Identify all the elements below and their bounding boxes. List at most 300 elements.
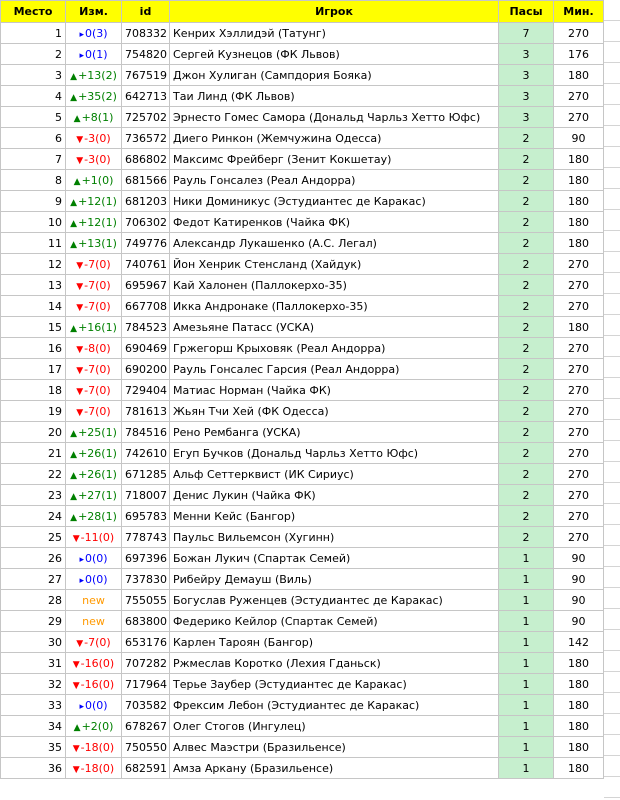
cell-passes[interactable]: 1: [499, 695, 554, 716]
cell-minutes[interactable]: 176: [554, 44, 604, 65]
cell-change[interactable]: [66, 422, 122, 443]
cell-passes[interactable]: 3: [499, 86, 554, 107]
empty-cell[interactable]: [604, 336, 620, 357]
table-row[interactable]: [1, 107, 604, 128]
cell-player[interactable]: Ники Доминикус (Эстудиантес де Каракас): [170, 191, 499, 212]
cell-place[interactable]: 5: [1, 107, 66, 128]
cell-id[interactable]: 678267: [122, 716, 170, 737]
cell-player[interactable]: Матиас Норман (Чайка ФК): [170, 380, 499, 401]
empty-cell[interactable]: [604, 756, 620, 777]
cell-place[interactable]: 2: [1, 44, 66, 65]
cell-minutes[interactable]: 142: [554, 632, 604, 653]
cell-change[interactable]: [66, 569, 122, 590]
table-row[interactable]: [1, 149, 604, 170]
cell-passes[interactable]: 7: [499, 23, 554, 44]
cell-passes[interactable]: 2: [499, 422, 554, 443]
table-row[interactable]: [1, 737, 604, 758]
cell-passes[interactable]: 1: [499, 632, 554, 653]
cell-place[interactable]: 23: [1, 485, 66, 506]
cell-passes[interactable]: 2: [499, 443, 554, 464]
empty-cell[interactable]: [604, 546, 620, 567]
cell-id[interactable]: 736572: [122, 128, 170, 149]
cell-id[interactable]: 671285: [122, 464, 170, 485]
header-change[interactable]: Изм.: [66, 1, 122, 23]
cell-minutes[interactable]: 270: [554, 485, 604, 506]
cell-change[interactable]: [66, 653, 122, 674]
empty-cell[interactable]: [604, 84, 620, 105]
cell-id[interactable]: 742610: [122, 443, 170, 464]
table-row[interactable]: [1, 254, 604, 275]
cell-passes[interactable]: 2: [499, 212, 554, 233]
cell-passes[interactable]: 1: [499, 590, 554, 611]
cell-change[interactable]: [66, 107, 122, 128]
cell-minutes[interactable]: 180: [554, 758, 604, 779]
table-row[interactable]: [1, 590, 604, 611]
cell-minutes[interactable]: 270: [554, 401, 604, 422]
empty-cell[interactable]: [604, 231, 620, 252]
cell-place[interactable]: 26: [1, 548, 66, 569]
cell-place[interactable]: 8: [1, 170, 66, 191]
cell-place[interactable]: 11: [1, 233, 66, 254]
cell-player[interactable]: Амезьяне Патасс (УСКА): [170, 317, 499, 338]
cell-change[interactable]: [66, 695, 122, 716]
cell-passes[interactable]: 1: [499, 548, 554, 569]
empty-cell[interactable]: [604, 609, 620, 630]
cell-minutes[interactable]: 180: [554, 212, 604, 233]
cell-place[interactable]: 6: [1, 128, 66, 149]
cell-id[interactable]: 642713: [122, 86, 170, 107]
empty-cell[interactable]: [604, 399, 620, 420]
empty-cell[interactable]: [604, 42, 620, 63]
cell-player[interactable]: Фрексим Лебон (Эстудиантес де Каракас): [170, 695, 499, 716]
cell-place[interactable]: 20: [1, 422, 66, 443]
table-row[interactable]: [1, 128, 604, 149]
table-row[interactable]: [1, 338, 604, 359]
cell-passes[interactable]: 1: [499, 674, 554, 695]
cell-id[interactable]: 729404: [122, 380, 170, 401]
cell-id[interactable]: 718007: [122, 485, 170, 506]
cell-minutes[interactable]: 270: [554, 86, 604, 107]
cell-player[interactable]: Терье Заубер (Эстудиантес де Каракас): [170, 674, 499, 695]
table-row[interactable]: [1, 422, 604, 443]
cell-minutes[interactable]: 270: [554, 107, 604, 128]
cell-change[interactable]: [66, 590, 122, 611]
cell-place[interactable]: 32: [1, 674, 66, 695]
cell-passes[interactable]: 2: [499, 149, 554, 170]
table-row[interactable]: [1, 674, 604, 695]
cell-place[interactable]: 28: [1, 590, 66, 611]
table-row[interactable]: [1, 170, 604, 191]
cell-passes[interactable]: 3: [499, 44, 554, 65]
table-row[interactable]: [1, 233, 604, 254]
cell-minutes[interactable]: 90: [554, 611, 604, 632]
table-row[interactable]: [1, 443, 604, 464]
cell-id[interactable]: 767519: [122, 65, 170, 86]
cell-id[interactable]: 681203: [122, 191, 170, 212]
table-row[interactable]: [1, 758, 604, 779]
cell-place[interactable]: 29: [1, 611, 66, 632]
empty-cell[interactable]: [604, 504, 620, 525]
header-passes[interactable]: Пасы: [499, 1, 554, 23]
empty-cell[interactable]: [604, 651, 620, 672]
cell-id[interactable]: 690469: [122, 338, 170, 359]
empty-cell[interactable]: [604, 525, 620, 546]
cell-change[interactable]: [66, 716, 122, 737]
cell-change[interactable]: [66, 737, 122, 758]
cell-change[interactable]: [66, 758, 122, 779]
cell-minutes[interactable]: 270: [554, 527, 604, 548]
cell-change[interactable]: [66, 464, 122, 485]
cell-place[interactable]: 10: [1, 212, 66, 233]
cell-id[interactable]: 695967: [122, 275, 170, 296]
cell-passes[interactable]: 2: [499, 401, 554, 422]
table-row[interactable]: [1, 86, 604, 107]
empty-cell[interactable]: [604, 168, 620, 189]
cell-player[interactable]: Менни Кейс (Бангор): [170, 506, 499, 527]
cell-id[interactable]: 667708: [122, 296, 170, 317]
empty-cell[interactable]: [604, 777, 620, 798]
cell-player[interactable]: Диего Ринкон (Жемчужина Одесса): [170, 128, 499, 149]
cell-passes[interactable]: 2: [499, 296, 554, 317]
cell-place[interactable]: 35: [1, 737, 66, 758]
cell-change[interactable]: [66, 233, 122, 254]
cell-minutes[interactable]: 270: [554, 275, 604, 296]
cell-minutes[interactable]: 180: [554, 737, 604, 758]
cell-passes[interactable]: 2: [499, 170, 554, 191]
cell-place[interactable]: 12: [1, 254, 66, 275]
cell-player[interactable]: Паульс Вильемсон (Хугинн): [170, 527, 499, 548]
table-row[interactable]: [1, 191, 604, 212]
cell-id[interactable]: 717964: [122, 674, 170, 695]
empty-cell[interactable]: [604, 420, 620, 441]
cell-change[interactable]: [66, 548, 122, 569]
cell-player[interactable]: Амза Аркану (Бразильенсе): [170, 758, 499, 779]
header-place[interactable]: Место: [1, 1, 66, 23]
cell-minutes[interactable]: 180: [554, 233, 604, 254]
cell-minutes[interactable]: 90: [554, 590, 604, 611]
table-row[interactable]: [1, 23, 604, 44]
cell-id[interactable]: 781613: [122, 401, 170, 422]
cell-passes[interactable]: 1: [499, 758, 554, 779]
cell-id[interactable]: 682591: [122, 758, 170, 779]
cell-id[interactable]: 703582: [122, 695, 170, 716]
cell-change[interactable]: [66, 527, 122, 548]
table-row[interactable]: [1, 317, 604, 338]
empty-cell[interactable]: [604, 672, 620, 693]
cell-minutes[interactable]: 270: [554, 296, 604, 317]
empty-cell[interactable]: [604, 273, 620, 294]
cell-place[interactable]: 31: [1, 653, 66, 674]
cell-place[interactable]: 4: [1, 86, 66, 107]
empty-cell[interactable]: [604, 189, 620, 210]
cell-passes[interactable]: 2: [499, 464, 554, 485]
table-row[interactable]: [1, 212, 604, 233]
table-row[interactable]: [1, 632, 604, 653]
cell-minutes[interactable]: 180: [554, 716, 604, 737]
cell-player[interactable]: Карлен Тароян (Бангор): [170, 632, 499, 653]
cell-change[interactable]: [66, 23, 122, 44]
adjacent-empty-column[interactable]: [604, 0, 620, 800]
cell-place[interactable]: 27: [1, 569, 66, 590]
cell-change[interactable]: [66, 44, 122, 65]
table-row[interactable]: [1, 485, 604, 506]
table-row[interactable]: [1, 275, 604, 296]
cell-change[interactable]: [66, 485, 122, 506]
cell-player[interactable]: Кенрих Хэллидэй (Татунг): [170, 23, 499, 44]
cell-place[interactable]: 24: [1, 506, 66, 527]
cell-player[interactable]: Максимс Фрейберг (Зенит Кокшетау): [170, 149, 499, 170]
cell-passes[interactable]: 1: [499, 653, 554, 674]
empty-cell[interactable]: [604, 63, 620, 84]
cell-place[interactable]: 33: [1, 695, 66, 716]
cell-player[interactable]: Федерико Кейлор (Спартак Семей): [170, 611, 499, 632]
cell-id[interactable]: 778743: [122, 527, 170, 548]
cell-id[interactable]: 681566: [122, 170, 170, 191]
cell-player[interactable]: Кай Халонен (Паллокерхо-35): [170, 275, 499, 296]
cell-id[interactable]: 740761: [122, 254, 170, 275]
cell-change[interactable]: [66, 170, 122, 191]
cell-passes[interactable]: 2: [499, 128, 554, 149]
cell-id[interactable]: 784523: [122, 317, 170, 338]
cell-passes[interactable]: 1: [499, 737, 554, 758]
cell-change[interactable]: [66, 296, 122, 317]
cell-place[interactable]: 14: [1, 296, 66, 317]
empty-cell[interactable]: [604, 714, 620, 735]
cell-id[interactable]: 706302: [122, 212, 170, 233]
cell-place[interactable]: 22: [1, 464, 66, 485]
cell-passes[interactable]: 1: [499, 716, 554, 737]
cell-id[interactable]: 690200: [122, 359, 170, 380]
cell-passes[interactable]: 2: [499, 359, 554, 380]
cell-id[interactable]: 695783: [122, 506, 170, 527]
empty-cell[interactable]: [604, 693, 620, 714]
cell-passes[interactable]: 2: [499, 485, 554, 506]
cell-id[interactable]: 683800: [122, 611, 170, 632]
triangle-down-icon: ▼: [76, 281, 84, 292]
cell-id[interactable]: 755055: [122, 590, 170, 611]
cell-player[interactable]: Йон Хенрик Стенсланд (Хайдук): [170, 254, 499, 275]
cell-passes[interactable]: 2: [499, 506, 554, 527]
change-value: -7(0): [84, 404, 111, 418]
cell-minutes[interactable]: 270: [554, 338, 604, 359]
table-row[interactable]: [1, 653, 604, 674]
cell-player[interactable]: Эрнесто Гомес Самора (Дональд Чарльз Хетто Юфс): [170, 107, 499, 128]
cell-minutes[interactable]: 180: [554, 65, 604, 86]
cell-minutes[interactable]: 90: [554, 128, 604, 149]
table-row[interactable]: [1, 401, 604, 422]
cell-player[interactable]: Таи Линд (ФК Львов): [170, 86, 499, 107]
cell-player[interactable]: Икка Андронаке (Паллокерхо-35): [170, 296, 499, 317]
cell-id[interactable]: 737830: [122, 569, 170, 590]
empty-cell[interactable]: [604, 21, 620, 42]
cell-change[interactable]: [66, 611, 122, 632]
cell-passes[interactable]: 2: [499, 275, 554, 296]
cell-minutes[interactable]: 180: [554, 317, 604, 338]
cell-player[interactable]: Рауль Гонсалез (Реал Андорра): [170, 170, 499, 191]
cell-player[interactable]: Гржегорш Крыховяк (Реал Андорра): [170, 338, 499, 359]
triangle-down-icon: ▼: [76, 638, 84, 649]
cell-player[interactable]: Жьян Тчи Хей (ФК Одесса): [170, 401, 499, 422]
cell-player[interactable]: Егуп Бучков (Дональд Чарльз Хетто Юфс): [170, 443, 499, 464]
cell-minutes[interactable]: 180: [554, 674, 604, 695]
cell-place[interactable]: 25: [1, 527, 66, 548]
cell-change[interactable]: [66, 275, 122, 296]
cell-change[interactable]: [66, 149, 122, 170]
empty-cell[interactable]: [604, 315, 620, 336]
table-row[interactable]: [1, 359, 604, 380]
empty-cell[interactable]: [604, 210, 620, 231]
cell-passes[interactable]: 3: [499, 65, 554, 86]
table-row[interactable]: [1, 527, 604, 548]
cell-place[interactable]: 19: [1, 401, 66, 422]
cell-passes[interactable]: 2: [499, 254, 554, 275]
cell-minutes[interactable]: 270: [554, 359, 604, 380]
cell-change[interactable]: [66, 86, 122, 107]
cell-minutes[interactable]: 270: [554, 506, 604, 527]
cell-id[interactable]: 754820: [122, 44, 170, 65]
cell-player[interactable]: Ржмеслав Коротко (Лехия Гданьск): [170, 653, 499, 674]
cell-change[interactable]: [66, 65, 122, 86]
empty-cell[interactable]: [604, 462, 620, 483]
cell-player[interactable]: Богуслав Руженцев (Эстудиантес де Каракас): [170, 590, 499, 611]
cell-id[interactable]: 784516: [122, 422, 170, 443]
empty-cell[interactable]: [604, 567, 620, 588]
cell-place[interactable]: 34: [1, 716, 66, 737]
empty-cell[interactable]: [604, 588, 620, 609]
table-row[interactable]: [1, 44, 604, 65]
cell-id[interactable]: 725702: [122, 107, 170, 128]
cell-id[interactable]: 750550: [122, 737, 170, 758]
cell-player[interactable]: Божан Лукич (Спартак Семей): [170, 548, 499, 569]
cell-minutes[interactable]: 180: [554, 653, 604, 674]
table-row[interactable]: [1, 65, 604, 86]
cell-place[interactable]: 30: [1, 632, 66, 653]
empty-cell[interactable]: [604, 357, 620, 378]
table-row[interactable]: [1, 380, 604, 401]
cell-passes[interactable]: 2: [499, 191, 554, 212]
empty-cell[interactable]: [604, 441, 620, 462]
cell-place[interactable]: 13: [1, 275, 66, 296]
cell-change[interactable]: [66, 401, 122, 422]
cell-id[interactable]: 749776: [122, 233, 170, 254]
table-row[interactable]: [1, 716, 604, 737]
header-id[interactable]: id: [122, 1, 170, 23]
empty-cell[interactable]: [604, 147, 620, 168]
cell-passes[interactable]: 2: [499, 233, 554, 254]
cell-minutes[interactable]: 90: [554, 548, 604, 569]
cell-player[interactable]: Сергей Кузнецов (ФК Львов): [170, 44, 499, 65]
cell-change[interactable]: [66, 317, 122, 338]
cell-minutes[interactable]: 90: [554, 569, 604, 590]
cell-place[interactable]: 9: [1, 191, 66, 212]
cell-place[interactable]: 7: [1, 149, 66, 170]
header-minutes[interactable]: Мин.: [554, 1, 604, 23]
cell-id[interactable]: 686802: [122, 149, 170, 170]
table-row[interactable]: [1, 296, 604, 317]
cell-place[interactable]: 17: [1, 359, 66, 380]
empty-cell[interactable]: [604, 0, 620, 21]
empty-cell[interactable]: [604, 735, 620, 756]
cell-change[interactable]: [66, 359, 122, 380]
cell-change[interactable]: [66, 338, 122, 359]
table-row[interactable]: [1, 548, 604, 569]
cell-minutes[interactable]: 270: [554, 422, 604, 443]
table-row[interactable]: [1, 506, 604, 527]
cell-player[interactable]: Федот Катиренков (Чайка ФК): [170, 212, 499, 233]
cell-minutes[interactable]: 270: [554, 380, 604, 401]
empty-cell[interactable]: [604, 483, 620, 504]
cell-player[interactable]: Рено Рембанга (УСКА): [170, 422, 499, 443]
cell-passes[interactable]: 2: [499, 380, 554, 401]
cell-player[interactable]: Денис Лукин (Чайка ФК): [170, 485, 499, 506]
cell-player[interactable]: Алвес Маэстри (Бразильенсе): [170, 737, 499, 758]
table-row[interactable]: [1, 611, 604, 632]
cell-passes[interactable]: 3: [499, 107, 554, 128]
empty-cell[interactable]: [604, 252, 620, 273]
cell-minutes[interactable]: 180: [554, 695, 604, 716]
table-row[interactable]: [1, 464, 604, 485]
cell-change[interactable]: [66, 443, 122, 464]
cell-passes[interactable]: 1: [499, 611, 554, 632]
cell-change[interactable]: [66, 674, 122, 695]
cell-player[interactable]: Олег Стогов (Ингулец): [170, 716, 499, 737]
cell-change[interactable]: [66, 380, 122, 401]
cell-minutes[interactable]: 180: [554, 170, 604, 191]
table-row[interactable]: [1, 569, 604, 590]
empty-cell[interactable]: [604, 294, 620, 315]
cell-passes[interactable]: 1: [499, 569, 554, 590]
table-row[interactable]: [1, 695, 604, 716]
cell-place[interactable]: 21: [1, 443, 66, 464]
cell-minutes[interactable]: 270: [554, 464, 604, 485]
cell-place[interactable]: 1: [1, 23, 66, 44]
cell-id[interactable]: 708332: [122, 23, 170, 44]
cell-minutes[interactable]: 270: [554, 443, 604, 464]
header-player[interactable]: Игрок: [170, 1, 499, 23]
cell-change[interactable]: [66, 632, 122, 653]
cell-id[interactable]: 653176: [122, 632, 170, 653]
cell-player[interactable]: Рауль Гонсалес Гарсия (Реал Андорра): [170, 359, 499, 380]
cell-player[interactable]: Рибейру Демауш (Виль): [170, 569, 499, 590]
empty-cell[interactable]: [604, 378, 620, 399]
cell-change[interactable]: [66, 191, 122, 212]
cell-passes[interactable]: 2: [499, 338, 554, 359]
cell-id[interactable]: 697396: [122, 548, 170, 569]
cell-place[interactable]: 36: [1, 758, 66, 779]
cell-passes[interactable]: 2: [499, 527, 554, 548]
cell-minutes[interactable]: 180: [554, 149, 604, 170]
cell-place[interactable]: 3: [1, 65, 66, 86]
cell-player[interactable]: Джон Хулиган (Сампдория Бояка): [170, 65, 499, 86]
cell-minutes[interactable]: 270: [554, 254, 604, 275]
cell-minutes[interactable]: 180: [554, 191, 604, 212]
cell-passes[interactable]: 2: [499, 317, 554, 338]
cell-player[interactable]: Альф Сеттерквист (ИК Сириус): [170, 464, 499, 485]
cell-change[interactable]: [66, 506, 122, 527]
cell-place[interactable]: 16: [1, 338, 66, 359]
empty-cell[interactable]: [604, 630, 620, 651]
cell-minutes[interactable]: 270: [554, 23, 604, 44]
empty-cell[interactable]: [604, 105, 620, 126]
cell-player[interactable]: Александр Лукашенко (А.С. Легал): [170, 233, 499, 254]
cell-change[interactable]: [66, 212, 122, 233]
cell-place[interactable]: 18: [1, 380, 66, 401]
cell-place[interactable]: 15: [1, 317, 66, 338]
cell-change[interactable]: [66, 128, 122, 149]
empty-cell[interactable]: [604, 126, 620, 147]
cell-id[interactable]: 707282: [122, 653, 170, 674]
cell-change[interactable]: [66, 254, 122, 275]
